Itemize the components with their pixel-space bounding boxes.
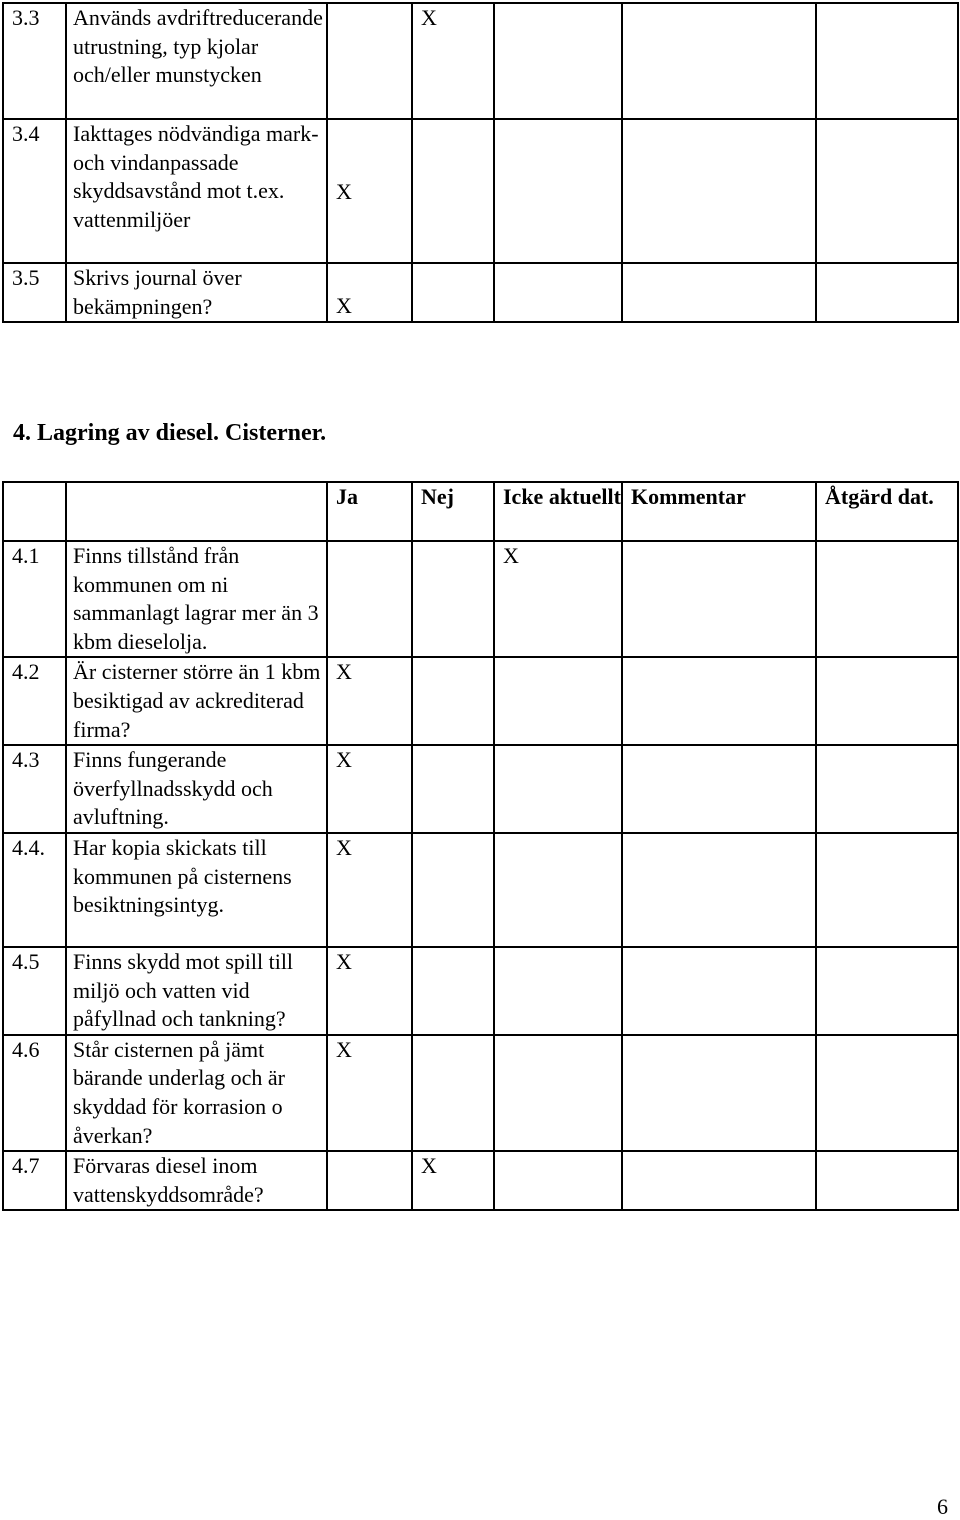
action-date-cell [816,657,958,745]
comment-cell [622,119,816,263]
answer-nej [412,833,494,947]
comment-cell [622,1035,816,1151]
column-header-atgard-dat: Åtgärd dat. [816,482,958,541]
table-row [3,947,958,1035]
checklist-table-section-3 [2,2,959,323]
action-date-cell [816,833,958,947]
header-blank-num [3,482,66,541]
question-number: 3.5 [3,263,66,322]
answer-icke-aktuellt [494,3,622,119]
question-text: Står cisternen på jämt bärande underlag och är skyddad för korrasion o åverkan? [66,1035,327,1151]
table-row [3,745,958,833]
column-header-kommentar: Kommentar [622,482,816,541]
answer-icke-aktuellt [494,947,622,1035]
question-number: 3.3 [3,3,66,119]
answer-ja [327,3,412,119]
table-row [3,119,958,263]
question-text: Iakttages nödvändiga mark- och vindanpassade skyddsavstånd mot t.ex. vattenmiljöer [66,119,327,263]
table-row [3,1035,958,1151]
table-row [3,657,958,745]
answer-icke-aktuellt [494,1151,622,1210]
action-date-cell [816,119,958,263]
section-4-rows [3,482,958,1210]
answer-ja: X [327,833,412,947]
answer-icke-aktuellt [494,657,622,745]
answer-icke-aktuellt [494,263,622,322]
answer-ja: X [327,1035,412,1151]
table-row [3,263,958,322]
answer-nej [412,657,494,745]
answer-nej [412,947,494,1035]
comment-cell [622,541,816,657]
table-header-row [3,482,958,541]
answer-nej [412,119,494,263]
answer-nej [412,745,494,833]
checklist-table-section-4 [2,481,959,1211]
comment-cell [622,947,816,1035]
question-number: 3.4 [3,119,66,263]
table-row [3,3,958,119]
answer-ja: X [327,119,412,263]
answer-icke-aktuellt [494,1035,622,1151]
question-number: 4.4. [3,833,66,947]
answer-icke-aktuellt [494,833,622,947]
answer-ja: X [327,947,412,1035]
page-number: 6 [937,1494,948,1519]
comment-cell [622,745,816,833]
question-text: Har kopia skickats till kommunen på cisternens besiktningsintyg. [66,833,327,947]
question-number: 4.1 [3,541,66,657]
action-date-cell [816,263,958,322]
comment-cell [622,3,816,119]
answer-nej [412,263,494,322]
answer-ja [327,541,412,657]
action-date-cell [816,1035,958,1151]
comment-cell [622,1151,816,1210]
action-date-cell [816,541,958,657]
question-text: Förvaras diesel inom vattenskyddsområde? [66,1151,327,1210]
question-text: Finns fungerande överfyllnadsskydd och avluftning. [66,745,327,833]
action-date-cell [816,1151,958,1210]
question-text: Är cisterner större än 1 kbm besiktigad av ackrediterad firma? [66,657,327,745]
column-header-nej: Nej [412,482,494,541]
section-3-rows [3,3,958,322]
question-text: Används avdriftreducerande utrustning, typ kjolar och/eller munstycken [66,3,327,119]
answer-nej [412,541,494,657]
question-number: 4.5 [3,947,66,1035]
answer-nej [412,1035,494,1151]
answer-ja: X [327,745,412,833]
question-text: Skrivs journal över bekämpningen? [66,263,327,322]
action-date-cell [816,3,958,119]
header-blank-question [66,482,327,541]
question-number: 4.7 [3,1151,66,1210]
action-date-cell [816,947,958,1035]
question-text: Finns tillstånd från kommunen om ni sammanlagt lagrar mer än 3 kbm dieselolja. [66,541,327,657]
question-number: 4.2 [3,657,66,745]
answer-icke-aktuellt: X [494,541,622,657]
answer-ja [327,1151,412,1210]
answer-icke-aktuellt [494,745,622,833]
answer-nej: X [412,1151,494,1210]
question-number: 4.6 [3,1035,66,1151]
table-row [3,1151,958,1210]
comment-cell [622,833,816,947]
question-text: Finns skydd mot spill till miljö och vatten vid påfyllnad och tankning? [66,947,327,1035]
table-row [3,833,958,947]
section-heading: 4. Lagring av diesel. Cisterner. [13,420,327,446]
answer-icke-aktuellt [494,119,622,263]
column-header-icke-aktuellt: Icke aktuellt [494,482,622,541]
answer-ja: X [327,263,412,322]
question-number: 4.3 [3,745,66,833]
column-header-ja: Ja [327,482,412,541]
comment-cell [622,657,816,745]
answer-ja: X [327,657,412,745]
comment-cell [622,263,816,322]
answer-nej: X [412,3,494,119]
action-date-cell [816,745,958,833]
table-row [3,541,958,657]
